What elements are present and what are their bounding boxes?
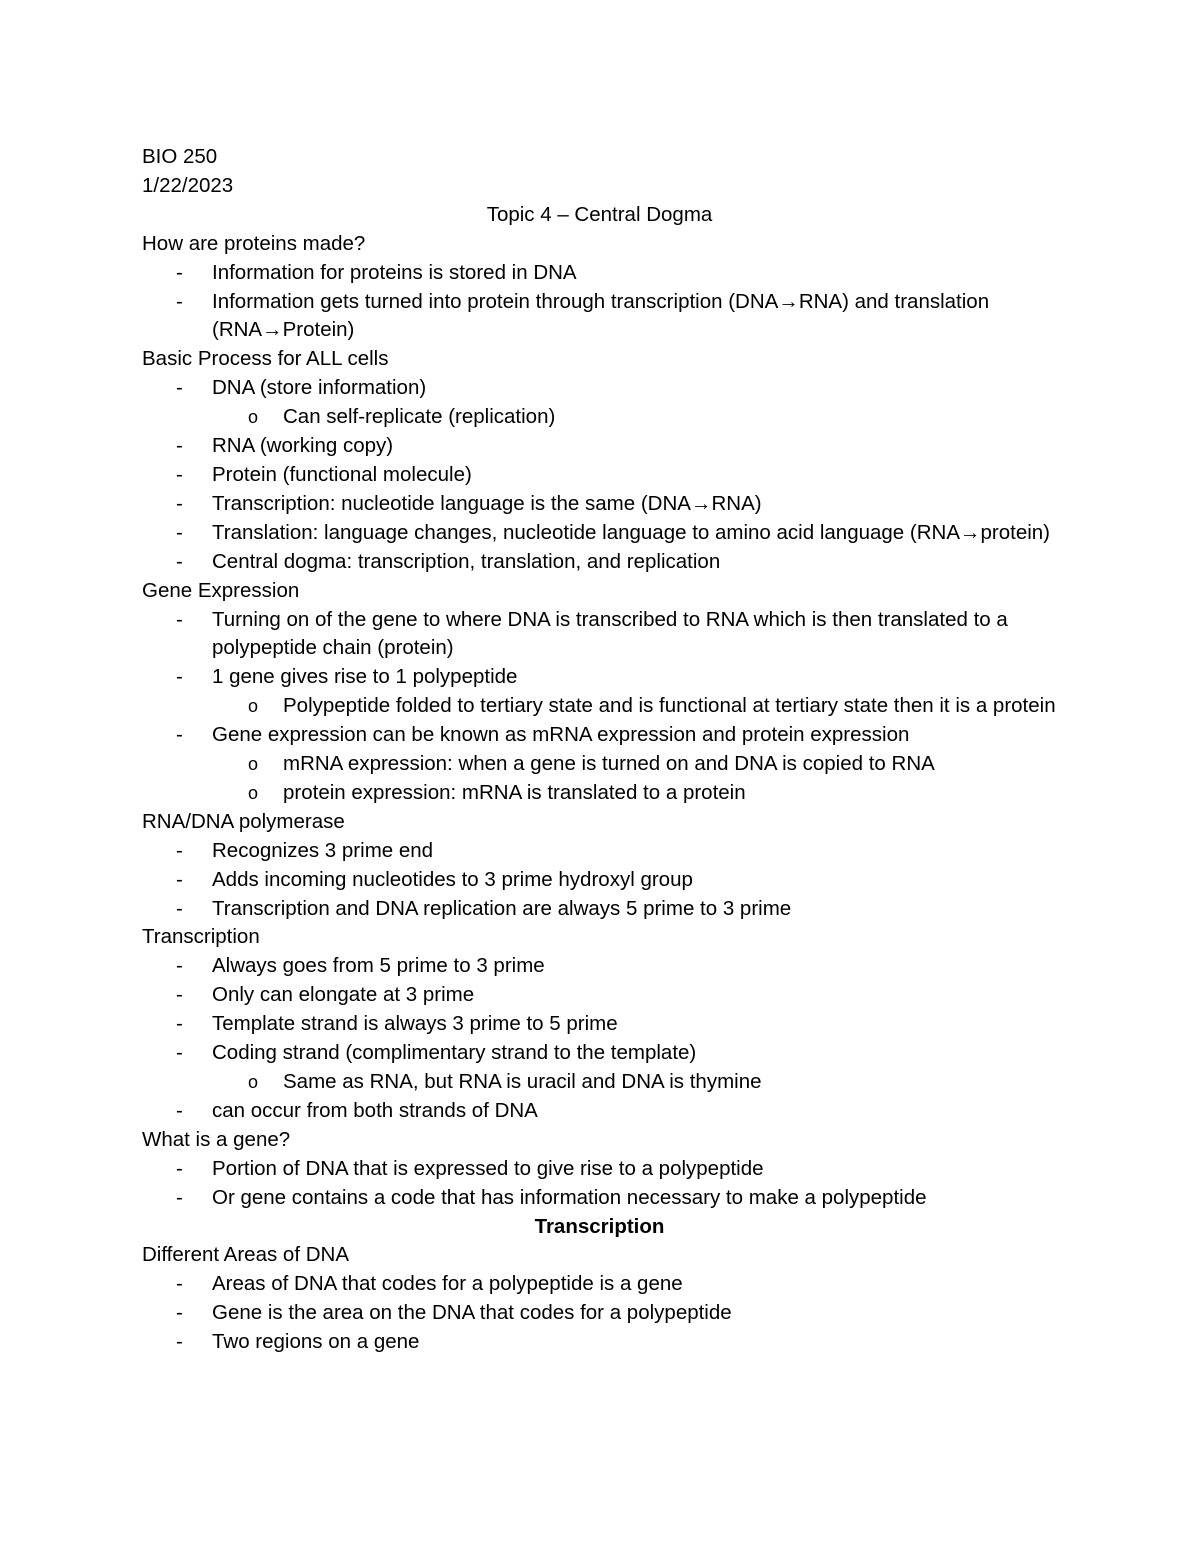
- dash-bullet: -: [176, 1272, 183, 1296]
- bullet-item: - 1 gene gives rise to 1 polypeptide: [142, 663, 1057, 692]
- bullet-item: - Template strand is always 3 prime to 5 prime: [142, 1010, 1057, 1039]
- section-heading: Different Areas of DNA: [142, 1243, 349, 1267]
- dash-bullet: -: [176, 867, 183, 891]
- dash-bullet: -: [176, 520, 183, 544]
- sub-bullet-item: o Polypeptide folded to tertiary state and is functional at tertiary state then it is a protein: [142, 692, 1057, 721]
- dash-bullet: -: [176, 665, 183, 689]
- dash-bullet: -: [176, 1185, 183, 1209]
- dash-bullet: -: [176, 1301, 183, 1325]
- bullet-item: - Portion of DNA that is expressed to give rise to a polypeptide: [142, 1155, 1057, 1184]
- circle-bullet: o: [248, 696, 259, 717]
- dash-bullet: -: [176, 376, 183, 400]
- bullet-item: - Recognizes 3 prime end: [142, 837, 1057, 866]
- section-heading: Transcription: [142, 925, 260, 949]
- circle-bullet: o: [248, 754, 259, 775]
- bullet-item: - DNA (store information): [142, 374, 1057, 403]
- dash-bullet: -: [176, 896, 183, 920]
- sub-bullet-item: o protein expression: mRNA is translated to a protein: [142, 779, 1057, 808]
- bullet-item: - Central dogma: transcription, translation, and replication: [142, 548, 1057, 577]
- note-date: 1/22/2023: [142, 173, 234, 197]
- dash-bullet: -: [176, 983, 183, 1007]
- section-title: Transcription: [534, 1214, 665, 1238]
- bullet-item: - Information for proteins is stored in DNA: [142, 259, 1057, 288]
- section-heading: What is a gene?: [142, 1127, 291, 1151]
- dash-bullet: -: [176, 1156, 183, 1180]
- bullet-item: - Adds incoming nucleotides to 3 prime hydroxyl group: [142, 866, 1057, 895]
- circle-bullet: o: [248, 782, 259, 803]
- circle-bullet: o: [248, 407, 259, 428]
- bullet-item: - Always goes from 5 prime to 3 prime: [142, 952, 1057, 981]
- dash-bullet: -: [176, 1041, 183, 1065]
- section-heading: Basic Process for ALL cells: [142, 347, 389, 371]
- sub-bullet-item: o Can self-replicate (replication): [142, 403, 1057, 432]
- dash-bullet: -: [176, 607, 183, 631]
- bullet-item: - Protein (functional molecule): [142, 461, 1057, 490]
- bullet-item: - Two regions on a gene: [142, 1328, 1057, 1357]
- document-page: [142, 143, 1057, 1357]
- dash-bullet: -: [176, 434, 183, 458]
- dash-bullet: -: [176, 954, 183, 978]
- dash-bullet: -: [176, 491, 183, 515]
- sub-bullet-item: o mRNA expression: when a gene is turned on and DNA is copied to RNA: [142, 750, 1057, 779]
- course-code: BIO 250: [142, 145, 218, 168]
- topic-title: Topic 4 – Central Dogma: [486, 202, 713, 226]
- bullet-item: - Coding strand (complimentary strand to the template): [142, 1039, 1057, 1068]
- sub-bullet-item: o Same as RNA, but RNA is uracil and DNA is thymine: [142, 1068, 1057, 1097]
- bullet-item: - Turning on of the gene to where DNA is transcribed to RNA which is then translated to a polypeptide chain (protein): [176, 607, 1008, 660]
- dash-bullet: -: [176, 723, 183, 747]
- dash-bullet: -: [176, 289, 183, 313]
- bullet-item: - Gene is the area on the DNA that codes for a polypeptide: [142, 1299, 1057, 1328]
- bullet-item: - Only can elongate at 3 prime: [142, 981, 1057, 1010]
- bullet-item: - Translation: language changes, nucleotide language to amino acid language (RNA→protein): [142, 519, 1057, 548]
- bullet-item: - Information gets turned into protein through transcription (DNA→RNA) and translation (RNA→Protein): [176, 289, 990, 342]
- dash-bullet: -: [176, 549, 183, 573]
- bullet-item: - can occur from both strands of DNA: [142, 1097, 1057, 1126]
- section-heading: Gene Expression: [142, 578, 300, 602]
- section-heading: RNA/DNA polymerase: [142, 809, 345, 833]
- bullet-item: - RNA (working copy): [142, 432, 1057, 461]
- dash-bullet: -: [176, 260, 183, 284]
- bullet-item: - Areas of DNA that codes for a polypeptide is a gene: [142, 1270, 1057, 1299]
- dash-bullet: -: [176, 462, 183, 486]
- circle-bullet: o: [248, 1072, 259, 1092]
- section-heading: How are proteins made?: [142, 231, 366, 255]
- dash-bullet: -: [176, 1098, 183, 1122]
- bullet-item: - Transcription: nucleotide language is the same (DNA→RNA): [142, 490, 1057, 519]
- bullet-item: - Or gene contains a code that has information necessary to make a polypeptide: [142, 1184, 1057, 1213]
- dash-bullet: -: [176, 1012, 183, 1036]
- bullet-item: - Gene expression can be known as mRNA expression and protein expression: [142, 721, 1057, 750]
- dash-bullet: -: [176, 1330, 183, 1354]
- dash-bullet: -: [176, 838, 183, 862]
- bullet-item: - Transcription and DNA replication are always 5 prime to 3 prime: [142, 895, 1057, 924]
